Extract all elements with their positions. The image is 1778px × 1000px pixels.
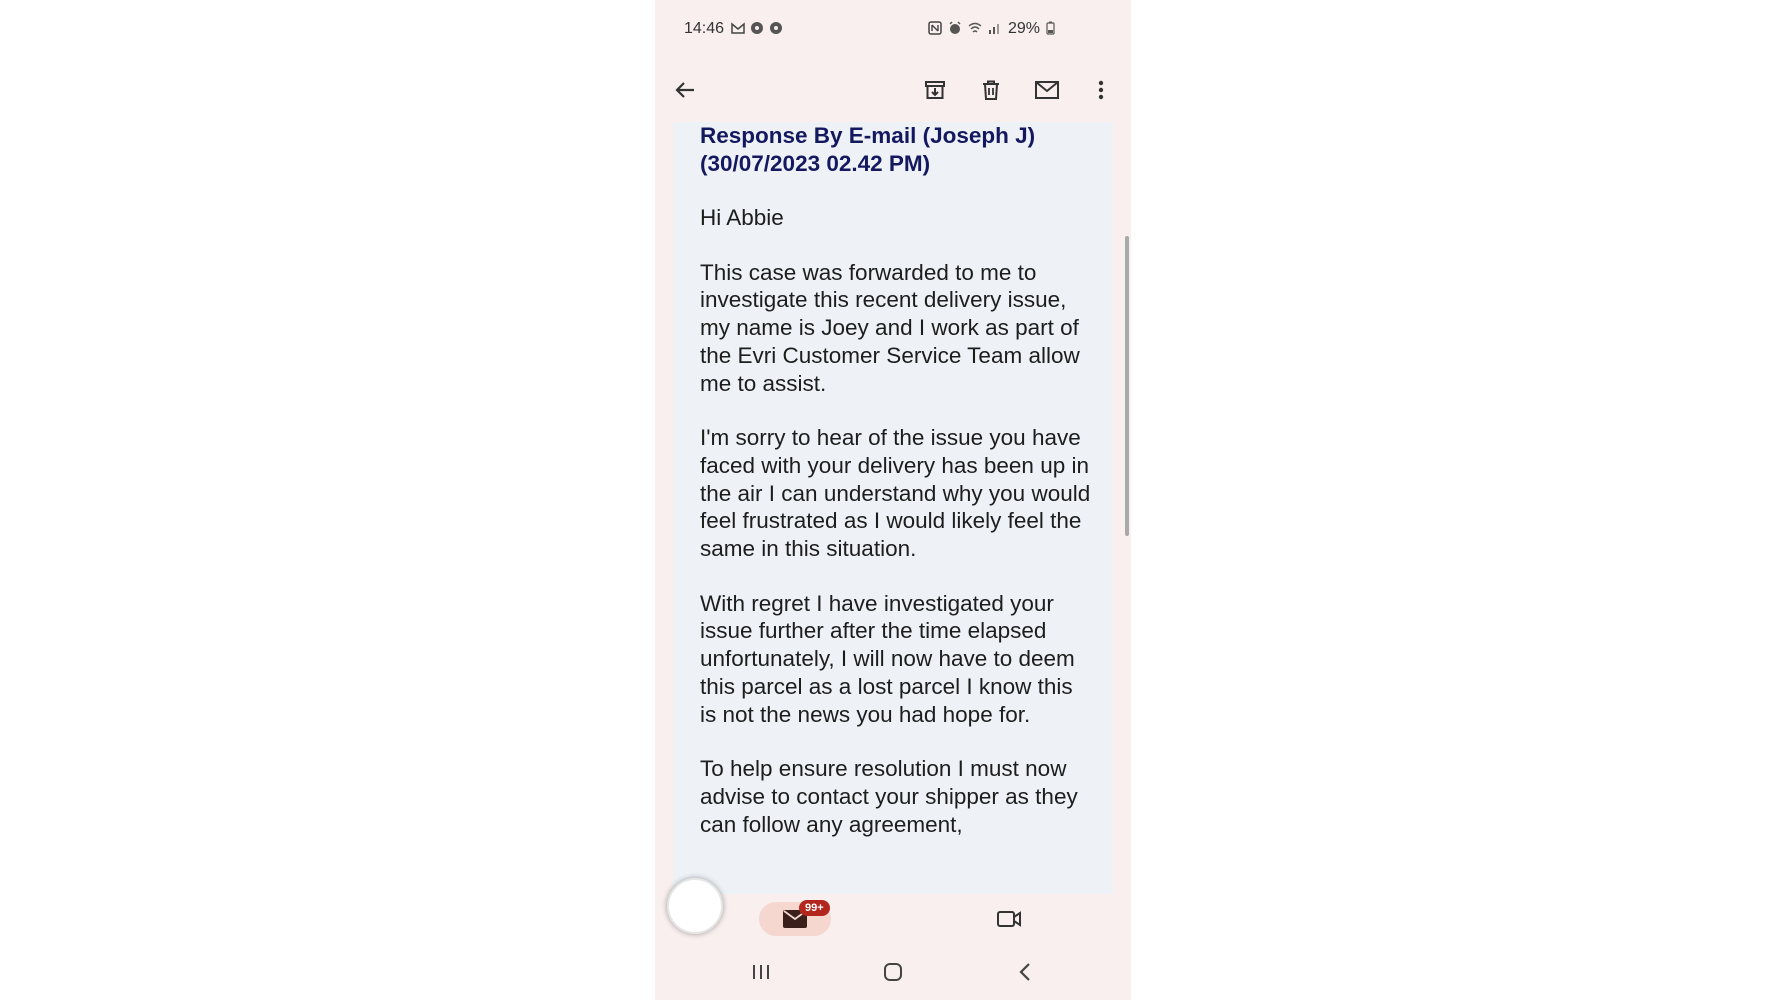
system-back-button[interactable] bbox=[1005, 954, 1045, 990]
alarm-icon bbox=[948, 21, 962, 38]
archive-icon bbox=[924, 79, 946, 101]
status-time: 14:46 bbox=[684, 20, 725, 37]
back-button[interactable] bbox=[665, 70, 705, 110]
trash-icon bbox=[980, 79, 1002, 101]
system-navigation bbox=[655, 944, 1131, 1000]
notification-icons bbox=[731, 21, 783, 38]
video-camera-icon bbox=[996, 909, 1022, 929]
wifi-icon bbox=[968, 21, 982, 38]
home-icon bbox=[883, 962, 903, 982]
delete-button[interactable] bbox=[971, 70, 1011, 110]
back-icon bbox=[1018, 963, 1032, 981]
response-heading: Response By E-mail (Joseph J) (30/07/2023 02.42 PM) bbox=[700, 123, 1036, 176]
app-notification-icon bbox=[750, 21, 764, 38]
phone-screen bbox=[655, 0, 1131, 1000]
email-body[interactable] bbox=[673, 122, 1113, 894]
archive-button[interactable] bbox=[915, 70, 955, 110]
status-right bbox=[928, 20, 1055, 38]
home-button[interactable] bbox=[873, 954, 913, 990]
app-notification-icon bbox=[769, 21, 783, 38]
email-toolbar bbox=[655, 60, 1131, 120]
status-bar bbox=[655, 0, 1131, 58]
nfc-icon bbox=[928, 21, 942, 38]
recent-apps-button[interactable] bbox=[741, 954, 781, 990]
battery-icon bbox=[1046, 21, 1055, 38]
signal-icon bbox=[988, 21, 1002, 38]
mark-unread-icon bbox=[1034, 79, 1060, 101]
mark-unread-button[interactable] bbox=[1027, 70, 1067, 110]
recent-apps-icon bbox=[752, 964, 770, 980]
paragraph-3: With regret I have investigated your issue further after the time elapsed unfortunately, I will now have to deem this parcel as a lost parcel I know this is not the news you had hope for. bbox=[700, 590, 1075, 727]
paragraph-4: To help ensure resolution I must now advise to contact your shipper as they can follow any agreement, bbox=[700, 756, 1078, 837]
back-arrow-icon bbox=[674, 79, 696, 101]
paragraph-1: This case was forwarded to me to investigate this recent delivery issue, my name is Joey and I work as part of the Evri Customer Service Team allow me to assist. bbox=[700, 259, 1080, 396]
more-vert-icon bbox=[1098, 79, 1104, 101]
floating-overlay-button[interactable] bbox=[667, 878, 723, 934]
battery-level: 29% bbox=[1007, 20, 1040, 37]
more-options-button[interactable] bbox=[1081, 70, 1121, 110]
bottom-navigation bbox=[655, 894, 1131, 944]
scrollbar[interactable] bbox=[1125, 236, 1129, 536]
greeting: Hi Abbie bbox=[700, 205, 784, 230]
gmail-notification-icon bbox=[731, 21, 745, 38]
mail-unread-badge: 99+ bbox=[799, 900, 830, 916]
tab-meet[interactable] bbox=[973, 902, 1045, 936]
paragraph-2: I'm sorry to hear of the issue you have faced with your delivery has been up in the air I can understand why you would feel frustrated as I would likely feel the same in this situation. bbox=[700, 425, 1091, 562]
email-content bbox=[700, 122, 1095, 838]
